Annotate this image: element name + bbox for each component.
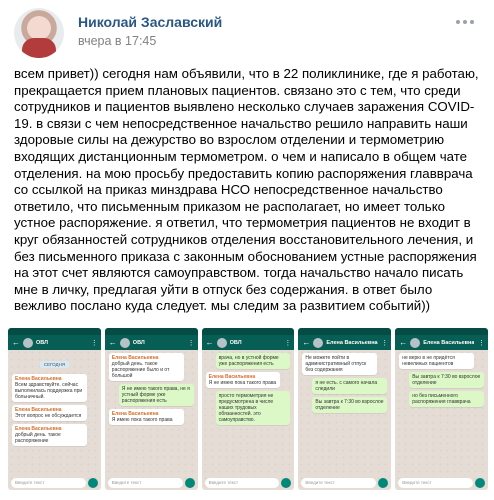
- message-bubble: [109, 353, 184, 381]
- kebab-menu-icon: ⋮: [90, 339, 98, 347]
- post-paragraph: всем привет)) сегодня нам объявили, что в 22 поликлинике, где я работаю, прекращается прием плановых пациентов. связано это с тем, что среди сотрудников и пациентов выявлено несколько случаев заражения COVID-19. в связи с чем непосредственное начальство решило направить наши здоровые силы на дежурство во взрослом отделении и термометрию входящих дистанционным термометром. о чем и написало в общем чате отделения. на мою просьбу предоставить копию распоряжения главврача со ссылкой на приказ минздрава НСО непосредственное начальство ответило, что письменным приказом не располагает, но имеет только устное распоряжение. я ответил, что термометрия пациентов не входит в круг обязанностей сотрудников отделения восстановительного лечения, и без письменного приказа с законным обоснованием устные распоряжения на этот счет являются самоуправством. тогда начальство начало писать мне в личку, предлагая уйти в отпуск без содержания. в ответ было вежливо послано куда следует. мы следим за развитием событий)): [14, 66, 479, 314]
- back-arrow-icon: ←: [205, 337, 214, 347]
- message-text: Я не имею такого права, не я устный форме уже распоряжения есть: [121, 386, 190, 404]
- chat-input-bar: [398, 478, 485, 488]
- message-bubble: [119, 384, 194, 406]
- message-text: просто термометрия не предусмотрена в числе наших трудовых обязанностей. это самоуправство.: [218, 393, 274, 423]
- chat-screenshot[interactable]: [105, 328, 198, 490]
- chat-header: [298, 335, 391, 350]
- chat-messages: [302, 353, 387, 476]
- back-arrow-icon: ←: [12, 337, 20, 347]
- message-input: Введите текст: [205, 478, 280, 488]
- post-text: [14, 66, 484, 315]
- post-header: [0, 0, 494, 62]
- message-bubble: [12, 424, 87, 446]
- chat-header: [105, 335, 198, 350]
- chat-screenshot[interactable]: [395, 328, 488, 490]
- chat-screenshot[interactable]: [8, 328, 101, 490]
- chat-avatar: [217, 338, 227, 348]
- chat-input-bar: [301, 478, 388, 488]
- microphone-icon: [281, 478, 291, 488]
- microphone-icon: [185, 478, 195, 488]
- status-bar: [8, 328, 101, 335]
- kebab-menu-icon: ⋮: [284, 339, 292, 347]
- chat-input-bar: [205, 478, 292, 488]
- microphone-icon: [88, 478, 98, 488]
- kebab-menu-icon: ⋮: [187, 339, 195, 347]
- status-bar: [105, 328, 198, 335]
- message-bubble: [302, 353, 377, 375]
- post-time[interactable]: вчера в 17:45: [78, 34, 157, 48]
- message-sender: Елена Васильевна: [111, 355, 159, 361]
- chat-name: ОВЛ: [132, 339, 145, 346]
- chat-name: Елена Васильевна: [326, 339, 378, 346]
- chat-avatar: [120, 338, 130, 348]
- chat-name: ОВЛ: [36, 339, 48, 346]
- message-bubble: [399, 353, 474, 369]
- photo-gallery: [8, 328, 488, 490]
- microphone-icon: [475, 478, 485, 488]
- message-bubble: [109, 409, 184, 425]
- chat-name: Елена Васильевна: [423, 339, 475, 346]
- more-icon[interactable]: [456, 16, 480, 28]
- message-bubble: [409, 372, 484, 388]
- message-bubble: [312, 397, 387, 413]
- kebab-menu-icon: ⋮: [477, 339, 485, 347]
- back-arrow-icon: ←: [302, 337, 311, 347]
- chat-screenshot[interactable]: [202, 328, 295, 490]
- chat-messages: [399, 353, 484, 476]
- message-bubble: [312, 378, 387, 394]
- message-text: Я имею пока такого права: [111, 417, 173, 423]
- chat-avatar: [410, 338, 420, 348]
- chat-header: [202, 335, 295, 350]
- microphone-icon: [378, 478, 388, 488]
- date-pill: СЕГОДНЯ: [40, 361, 69, 368]
- message-bubble: [409, 391, 484, 407]
- message-sender: Елена Васильевна: [15, 376, 62, 382]
- kebab-menu-icon: ⋮: [381, 339, 389, 347]
- chat-avatar: [313, 338, 323, 348]
- message-text: Вы завтра к 7:30 во взрослое отделение: [315, 399, 384, 411]
- message-input: Введите текст: [108, 478, 183, 488]
- message-bubble: [206, 372, 281, 388]
- chat-header: [8, 335, 101, 350]
- message-sender: Елена Васильевна: [15, 426, 62, 432]
- message-text: Вы завтра к 7:30 во взрослое отделение: [412, 374, 481, 386]
- message-bubble: [216, 391, 291, 425]
- message-text: Всем здравствуйте. сейчас выполнилась поддержка при больничный.: [15, 382, 83, 400]
- message-bubble: [12, 405, 87, 421]
- chat-messages: [206, 353, 291, 476]
- message-input: Введите текст: [301, 478, 376, 488]
- message-text: но без письменного распоряжения главврача: [412, 393, 471, 405]
- message-text: не верю в не придётся невелиных пациентов: [402, 355, 455, 367]
- status-bar: [395, 328, 488, 335]
- message-text: Я не имею пока такого права: [208, 380, 277, 386]
- message-text: Этот вопрос не обсуждается: [15, 413, 82, 419]
- chat-input-bar: [11, 478, 98, 488]
- status-bar: [298, 328, 391, 335]
- chat-input-bar: [108, 478, 195, 488]
- message-input: Введите текст: [11, 478, 86, 488]
- avatar[interactable]: [14, 8, 64, 58]
- author-name[interactable]: Николай Заславский: [78, 14, 223, 30]
- chat-messages: [12, 353, 97, 476]
- message-sender: Елена Васильевна: [208, 374, 256, 380]
- chat-screenshot[interactable]: [298, 328, 391, 490]
- message-sender: Елена Васильевна: [15, 407, 62, 413]
- back-arrow-icon: ←: [399, 337, 408, 347]
- message-sender: Елена Васильевна: [111, 411, 159, 417]
- chat-messages: [109, 353, 194, 476]
- message-text: добрый день. такое распоряжение было и от большой: [111, 361, 170, 379]
- back-arrow-icon: ←: [108, 337, 117, 347]
- message-bubble: [216, 353, 291, 369]
- message-text: врача, но в устной форме уже распоряжения есть: [218, 355, 279, 367]
- chat-avatar: [23, 338, 33, 348]
- status-bar: [202, 328, 295, 335]
- message-input: Введите текст: [398, 478, 473, 488]
- message-text: Не можете пойти в административный отпуск без содержания: [305, 355, 367, 373]
- message-bubble: [12, 374, 87, 402]
- message-text: добрый день. такое распоряжение: [15, 432, 61, 444]
- chat-name: ОВЛ: [229, 339, 242, 346]
- message-text: я не есть. с самого начала следили: [315, 380, 378, 392]
- chat-header: [395, 335, 488, 350]
